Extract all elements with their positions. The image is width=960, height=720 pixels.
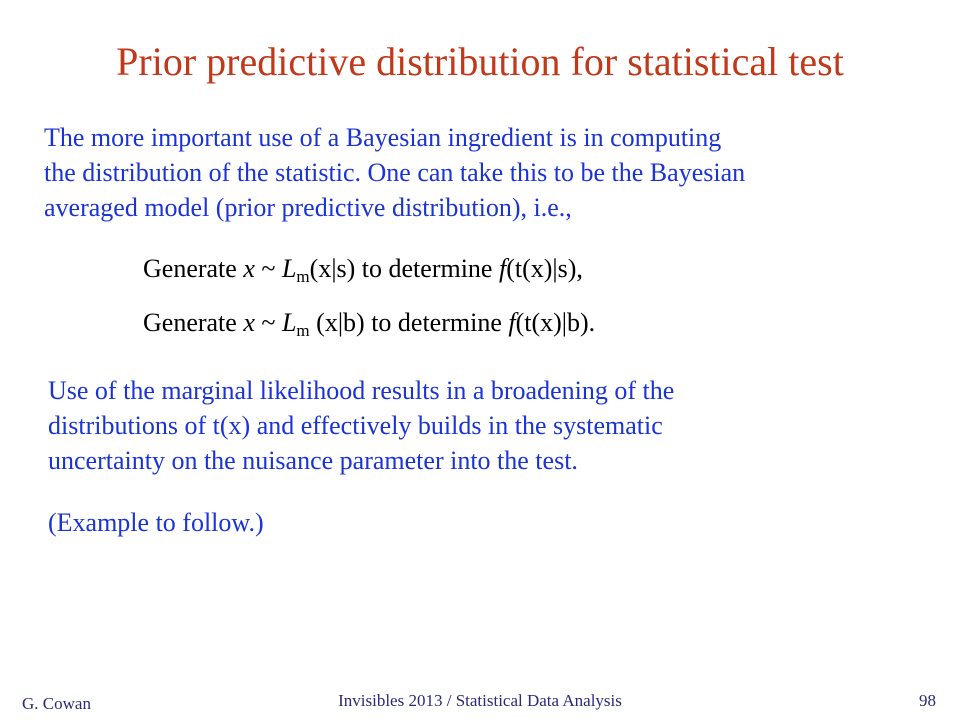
para2-line: uncertainty on the nuisance parameter into the test. bbox=[48, 446, 578, 475]
formula-text: Generate bbox=[143, 308, 244, 337]
intro-line: The more important use of a Bayesian ingredient is in computing bbox=[44, 123, 722, 152]
formula-subscript: m bbox=[296, 267, 310, 286]
formula-variable: x bbox=[243, 308, 255, 337]
formula-text: to determine bbox=[355, 254, 499, 283]
formula-variable: f bbox=[498, 254, 507, 283]
marginal-likelihood-paragraph bbox=[48, 373, 928, 478]
formula-variable: L bbox=[281, 254, 297, 283]
generate-background-formula bbox=[143, 306, 595, 340]
intro-paragraph bbox=[44, 120, 944, 225]
formula-subscript: m bbox=[296, 321, 310, 340]
formula-variable: L bbox=[281, 308, 297, 337]
formula-variable: x bbox=[243, 254, 255, 283]
intro-line: averaged model (prior predictive distribution), i.e., bbox=[44, 193, 572, 222]
footer-author: G. Cowan bbox=[22, 694, 91, 713]
formula-variable: f bbox=[508, 308, 516, 337]
formula-text: (x|b) bbox=[309, 308, 365, 337]
para2-line: distributions of t(x) and effectively builds in the systematic bbox=[48, 411, 663, 440]
formula-text: ~ bbox=[254, 308, 282, 337]
intro-line: the distribution of the statistic. One can take this to be the Bayesian bbox=[44, 158, 746, 187]
para2-line: Use of the marginal likelihood results in a broadening of the bbox=[48, 376, 675, 405]
formula-text: to determine bbox=[364, 308, 509, 337]
page-number: 98 bbox=[919, 691, 936, 710]
footer-center: Invisibles 2013 / Statistical Data Analysis bbox=[338, 691, 622, 710]
slide-title: Prior predictive distribution for statistical test bbox=[116, 39, 844, 84]
formula-text: (t(x)|s), bbox=[506, 254, 583, 283]
formula-text: (x|s) bbox=[309, 254, 356, 283]
formula-text: ~ bbox=[254, 254, 282, 283]
formula-text: Generate bbox=[143, 254, 244, 283]
generate-signal-formula bbox=[143, 252, 583, 286]
example-note: (Example to follow.) bbox=[48, 508, 264, 537]
formula-text: (t(x)|b). bbox=[515, 308, 596, 337]
